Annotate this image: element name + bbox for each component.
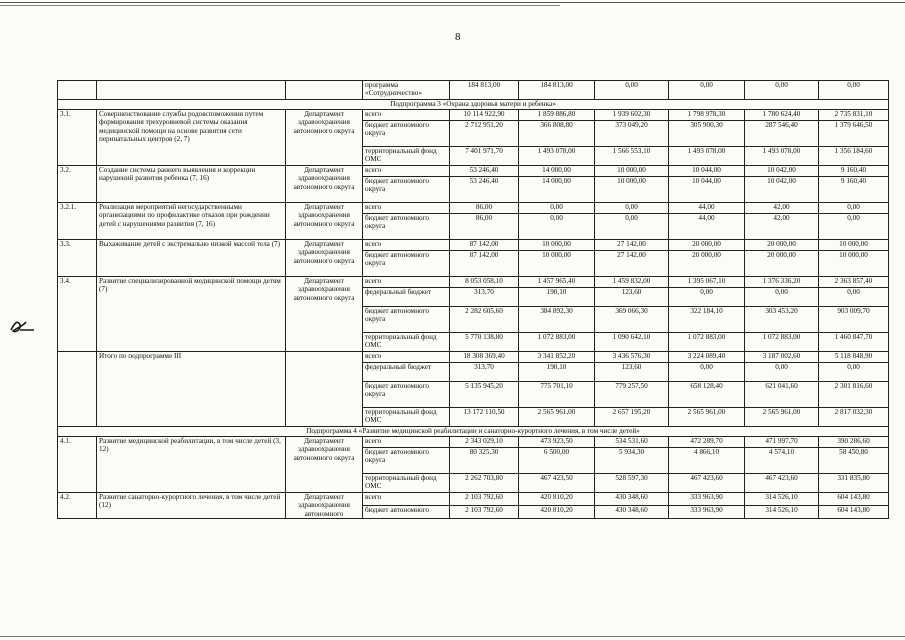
amount-cell: 2 712 951,20	[450, 121, 519, 147]
amount-cell: 473 923,50	[519, 437, 595, 448]
amount-cell: 27 142,00	[595, 240, 669, 251]
amount-cell: 53 246,40	[450, 166, 519, 177]
amount-cell: 1 459 832,00	[595, 277, 669, 288]
amount-cell: 779 257,50	[595, 382, 669, 408]
amount-cell: 0,00	[595, 81, 669, 100]
amount-cell: 42,00	[745, 214, 819, 240]
amount-cell: 1 072 883,00	[745, 333, 819, 352]
measure-number: 3.2.	[58, 166, 97, 203]
measure-number: 3.4.	[58, 277, 97, 352]
amount-cell: 18 308 369,40	[450, 352, 519, 363]
responsible-executor: Департамент здравоохранения автономного округа	[286, 437, 363, 493]
amount-cell: 0,00	[669, 363, 745, 382]
table-row	[58, 277, 889, 288]
amount-cell: 14 000,00	[519, 177, 595, 203]
amount-cell: 1 798 978,30	[669, 110, 745, 121]
amount-cell: 2 103 792,60	[450, 505, 519, 518]
amount-cell: 1 493 078,00	[519, 147, 595, 166]
amount-cell: 10 000,00	[519, 240, 595, 251]
amount-cell: 1 379 646,50	[819, 121, 889, 147]
subprogram-header-row	[58, 100, 889, 110]
amount-cell: 313,70	[450, 288, 519, 307]
table-row	[58, 493, 889, 506]
amount-cell: 467 423,60	[669, 474, 745, 493]
amount-cell: 0,00	[669, 81, 745, 100]
amount-cell: 2 103 792,60	[450, 493, 519, 506]
amount-cell: 87 142,00	[450, 240, 519, 251]
funding-source: бюджет автономного округа	[363, 251, 450, 277]
amount-cell: 5 118 848,90	[819, 352, 889, 363]
amount-cell: 3 341 852,20	[519, 352, 595, 363]
funding-source: бюджет автономного округа	[363, 448, 450, 474]
amount-cell: 604 143,80	[819, 493, 889, 506]
funding-source: всего	[363, 437, 450, 448]
amount-cell: 10 044,00	[669, 177, 745, 203]
responsible-executor: Департамент здравоохранения автономного	[286, 493, 363, 519]
amount-cell: 2 817 032,30	[819, 408, 889, 427]
amount-cell: 384 892,30	[519, 307, 595, 333]
bottom-border-line	[0, 636, 905, 637]
amount-cell: 303 453,20	[745, 307, 819, 333]
subtotal-label: Итого по подпрограмме III	[97, 352, 286, 427]
amount-cell: 1 493 078,00	[669, 147, 745, 166]
funding-source: всего	[363, 240, 450, 251]
amount-cell: 86,00	[450, 203, 519, 214]
amount-cell: 80 325,30	[450, 448, 519, 474]
funding-source: территориальный фонд ОМС	[363, 147, 450, 166]
funding-source: бюджет автономного	[363, 505, 450, 518]
amount-cell: 9 160,40	[819, 177, 889, 203]
amount-cell: 14 000,00	[519, 166, 595, 177]
amount-cell: 3 224 089,40	[669, 352, 745, 363]
measure-name: Совершенствование службы родовспоможения путем формирования трехуровневой системы оказания медицинской помощи на основе развития сети перинатальных центров (2, 7)	[97, 110, 286, 166]
amount-cell: 1 072 883,00	[669, 333, 745, 352]
funding-source: всего	[363, 493, 450, 506]
amount-cell: 0,00	[745, 363, 819, 382]
amount-cell: 534 531,60	[595, 437, 669, 448]
amount-cell: 471 997,70	[745, 437, 819, 448]
amount-cell: 10 000,00	[819, 240, 889, 251]
amount-cell: 0,00	[519, 203, 595, 214]
amount-cell: 123,60	[595, 363, 669, 382]
handwritten-mark	[8, 316, 36, 338]
amount-cell: 2 735 831,10	[819, 110, 889, 121]
funding-source: всего	[363, 352, 450, 363]
amount-cell: 4 574,10	[745, 448, 819, 474]
funding-source: всего	[363, 110, 450, 121]
amount-cell: 2 363 857,40	[819, 277, 889, 288]
amount-cell: 20 000,00	[745, 251, 819, 277]
amount-cell: 0,00	[819, 363, 889, 382]
amount-cell: 333 963,90	[669, 493, 745, 506]
measure-name: Выхаживание детей с экстремально низкой массой тела (7)	[97, 240, 286, 277]
amount-cell: 10 000,00	[595, 177, 669, 203]
amount-cell: 2 343 029,10	[450, 437, 519, 448]
table-row	[58, 203, 889, 214]
program-funding-table	[57, 80, 889, 519]
amount-cell: 13 172 110,50	[450, 408, 519, 427]
amount-cell: 430 348,60	[595, 505, 669, 518]
table-row	[58, 240, 889, 251]
amount-cell: 190,10	[519, 363, 595, 382]
amount-cell: 1 859 886,80	[519, 110, 595, 121]
measure-name: Развитие санаторно-курортного лечения, в том числе детей (12)	[97, 493, 286, 519]
amount-cell: 0,00	[819, 81, 889, 100]
amount-cell: 369 066,30	[595, 307, 669, 333]
amount-cell: 1 493 078,00	[745, 147, 819, 166]
amount-cell: 2 565 961,00	[519, 408, 595, 427]
funding-source: федеральный бюджет	[363, 288, 450, 307]
responsible-executor: Департамент здравоохранения автономного округа	[286, 110, 363, 166]
amount-cell: 5 135 945,20	[450, 382, 519, 408]
amount-cell: 313,70	[450, 363, 519, 382]
amount-cell: 123,60	[595, 288, 669, 307]
funding-source: всего	[363, 166, 450, 177]
funding-source: всего	[363, 203, 450, 214]
subprogram-title: Подпрограмма 4 «Развитие медицинской реабилитации и санаторно-курортного лечения, в том числе детей»	[58, 427, 889, 437]
amount-cell: 10 042,00	[745, 166, 819, 177]
amount-cell: 58 450,80	[819, 448, 889, 474]
amount-cell: 10 000,00	[819, 251, 889, 277]
amount-cell: 20 000,00	[669, 251, 745, 277]
measure-number: 4.2.	[58, 493, 97, 519]
amount-cell: 420 810,20	[519, 505, 595, 518]
amount-cell: 10 044,00	[669, 166, 745, 177]
amount-cell: 472 289,70	[669, 437, 745, 448]
empty-cell	[58, 352, 97, 427]
amount-cell: 0,00	[669, 288, 745, 307]
responsible-executor: Департамент здравоохранения автономного округа	[286, 203, 363, 240]
empty-cell	[97, 81, 286, 100]
amount-cell: 2 565 961,00	[745, 408, 819, 427]
amount-cell: 1 395 067,10	[669, 277, 745, 288]
amount-cell: 305 900,30	[669, 121, 745, 147]
amount-cell: 621 041,60	[745, 382, 819, 408]
table-row	[58, 166, 889, 177]
amount-cell: 2 565 961,00	[669, 408, 745, 427]
amount-cell: 9 160,40	[819, 166, 889, 177]
amount-cell: 0,00	[819, 203, 889, 214]
measure-name: Реализация мероприятий негосударственными организациями по профилактике отказов при рождении детей с нарушениями развития (7, 16)	[97, 203, 286, 240]
amount-cell: 20 000,00	[669, 240, 745, 251]
subprogram-header-row	[58, 427, 889, 437]
amount-cell: 467 423,50	[519, 474, 595, 493]
amount-cell: 27 142,00	[595, 251, 669, 277]
funding-source: бюджет автономного округа	[363, 177, 450, 203]
amount-cell: 0,00	[595, 214, 669, 240]
measure-name: Развитие специализированной медицинской помощи детям (7)	[97, 277, 286, 352]
amount-cell: 20 000,00	[745, 240, 819, 251]
amount-cell: 3 436 576,30	[595, 352, 669, 363]
measure-number: 3.1.	[58, 110, 97, 166]
amount-cell: 2 657 195,20	[595, 408, 669, 427]
amount-cell: 86,00	[450, 214, 519, 240]
amount-cell: 775 701,10	[519, 382, 595, 408]
amount-cell: 1 457 965,40	[519, 277, 595, 288]
amount-cell: 0,00	[745, 288, 819, 307]
amount-cell: 190,10	[519, 288, 595, 307]
table-row	[58, 437, 889, 448]
amount-cell: 390 286,60	[819, 437, 889, 448]
amount-cell: 3 187 002,60	[745, 352, 819, 363]
amount-cell: 467 423,60	[745, 474, 819, 493]
amount-cell: 1 780 624,40	[745, 110, 819, 121]
empty-cell	[286, 81, 363, 100]
amount-cell: 604 143,80	[819, 505, 889, 518]
amount-cell: 528 597,30	[595, 474, 669, 493]
amount-cell: 2 262 703,80	[450, 474, 519, 493]
empty-cell	[58, 81, 97, 100]
page-number: 8	[455, 31, 461, 43]
amount-cell: 658 128,40	[669, 382, 745, 408]
amount-cell: 4 866,10	[669, 448, 745, 474]
amount-cell: 53 246,40	[450, 177, 519, 203]
funding-source: бюджет автономного округа	[363, 307, 450, 333]
subprogram-title: Подпрограмма 3 «Охрана здоровья матери и ребенка»	[58, 100, 889, 110]
amount-cell: 333 963,90	[669, 505, 745, 518]
amount-cell: 1 566 553,10	[595, 147, 669, 166]
amount-cell: 0,00	[519, 214, 595, 240]
amount-cell: 10 000,00	[595, 166, 669, 177]
amount-cell: 0,00	[745, 81, 819, 100]
amount-cell: 0,00	[819, 288, 889, 307]
amount-cell: 1 090 642,10	[595, 333, 669, 352]
measure-name: Развитие медицинской реабилитации, в том числе детей (3, 12)	[97, 437, 286, 493]
amount-cell: 1 072 883,00	[519, 333, 595, 352]
amount-cell: 87 142,00	[450, 251, 519, 277]
amount-cell: 184 813,00	[519, 81, 595, 100]
funding-source: федеральный бюджет	[363, 363, 450, 382]
amount-cell: 5 934,30	[595, 448, 669, 474]
amount-cell: 44,00	[669, 203, 745, 214]
amount-cell: 42,00	[745, 203, 819, 214]
amount-cell: 5 770 138,80	[450, 333, 519, 352]
top-border-line-secondary	[0, 5, 560, 6]
amount-cell: 10 042,00	[745, 177, 819, 203]
funding-source: программа «Сотрудничество»	[363, 81, 450, 100]
amount-cell: 331 835,80	[819, 474, 889, 493]
amount-cell: 322 184,10	[669, 307, 745, 333]
measure-name: Создание системы раннего выявления и коррекции нарушений развития ребенка (7, 16)	[97, 166, 286, 203]
measure-number: 4.1.	[58, 437, 97, 493]
table-row	[58, 81, 889, 100]
amount-cell: 420 810,20	[519, 493, 595, 506]
measure-number: 3.2.1.	[58, 203, 97, 240]
empty-cell	[286, 352, 363, 427]
responsible-executor: Департамент здравоохранения автономного округа	[286, 240, 363, 277]
funding-source: территориальный фонд ОМС	[363, 333, 450, 352]
amount-cell: 314 526,10	[745, 505, 819, 518]
amount-cell: 903 009,70	[819, 307, 889, 333]
amount-cell: 2 301 816,60	[819, 382, 889, 408]
amount-cell: 287 546,40	[745, 121, 819, 147]
funding-source: территориальный фонд ОМС	[363, 408, 450, 427]
amount-cell: 44,00	[669, 214, 745, 240]
amount-cell: 1 460 847,70	[819, 333, 889, 352]
amount-cell: 6 500,00	[519, 448, 595, 474]
amount-cell: 1 939 602,30	[595, 110, 669, 121]
amount-cell: 0,00	[595, 203, 669, 214]
funding-source: бюджет автономного округа	[363, 382, 450, 408]
amount-cell: 366 808,80	[519, 121, 595, 147]
amount-cell: 430 348,60	[595, 493, 669, 506]
funding-source: бюджет автономного округа	[363, 121, 450, 147]
amount-cell: 2 282 605,60	[450, 307, 519, 333]
responsible-executor: Департамент здравоохранения автономного округа	[286, 277, 363, 352]
funding-source: бюджет автономного округа	[363, 214, 450, 240]
table-row	[58, 352, 889, 363]
amount-cell: 314 526,10	[745, 493, 819, 506]
amount-cell: 1 376 336,20	[745, 277, 819, 288]
amount-cell: 1 356 184,60	[819, 147, 889, 166]
amount-cell: 184 813,00	[450, 81, 519, 100]
amount-cell: 10 000,00	[519, 251, 595, 277]
table-row	[58, 110, 889, 121]
top-border-line	[0, 2, 905, 3]
amount-cell: 10 114 922,90	[450, 110, 519, 121]
measure-number: 3.3.	[58, 240, 97, 277]
amount-cell: 8 053 058,10	[450, 277, 519, 288]
amount-cell: 7 401 971,70	[450, 147, 519, 166]
amount-cell: 373 049,20	[595, 121, 669, 147]
amount-cell: 0,00	[819, 214, 889, 240]
funding-source: всего	[363, 277, 450, 288]
funding-source: территориальный фонд ОМС	[363, 474, 450, 493]
responsible-executor: Департамент здравоохранения автономного округа	[286, 166, 363, 203]
